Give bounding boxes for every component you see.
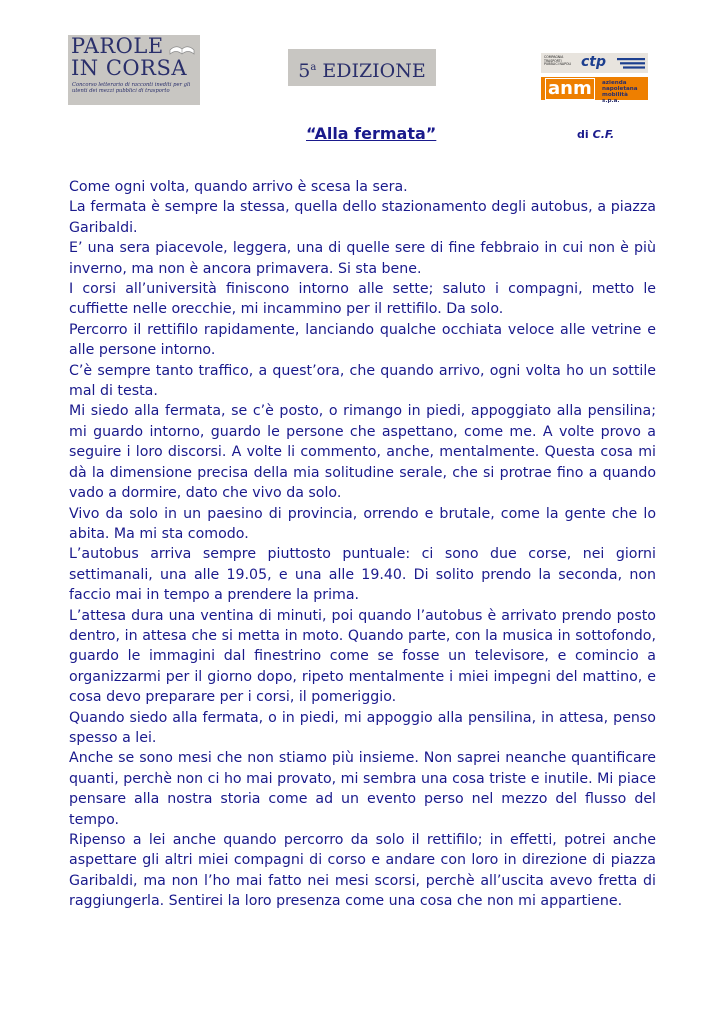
paragraph: La fermata è sempre la stessa, quella dello stazionamento degli autobus, a piazza Garibaldi. [69,199,656,236]
paragraph: Vivo da solo in un paesino di provincia, orrendo e brutale, come la gente che lo abita. Ma mi sta comodo. [69,505,656,542]
paragraph: Ripenso a lei anche quando percorro da solo il rettifilo; in effetti, potrei anche aspettare gli altri miei compagni di corso e andare con loro in direzione di piazza Garibaldi, ma non l’ho mai fatto nei mesi scorsi, perchè all’uscita avevo fretta di raggiungerla. Sentirei la loro presenza come una cosa che non mi appartiene. [69,832,656,910]
open-book-icon [168,40,196,58]
edition-suffix: a [310,62,317,73]
paragraph: Anche se sono mesi che non stiamo più insieme. Non saprei neanche quantificare quanti, perchè non ci ho mai provato, mi sembra una cosa triste e inutile. Mi piace pensare alla nostra storia come ad un evento perso nel mezzo del flusso del tempo. [69,750,656,828]
edition-badge [288,49,436,86]
anm-subtitle: azienda napoletana mobilità s.p.a. [602,80,638,104]
logo-subtitle: Concorso letterario di racconti inediti per gli utenti dei mezzi pubblici di trasporto [72,82,191,95]
logo-line-1: PAROLE [71,34,164,58]
paragraph: I corsi all’università finiscono intorno alle sette; saluto i compagni, metto le cuffiette nelle orecchie, mi incammino per il rettifilo. Da solo. [69,281,656,318]
paragraph: Mi siedo alla fermata, se c’è posto, o rimango in piedi, appoggiato alla pensilina; mi guardo intorno, guardo le persone che aspettano, come me. A volte provo a seguire i loro discorsi. A volte li commento, anche, mentalmente. Questa cosa mi dà la dimensione precisa della mia solitudine serale, che si protrae fino a quando vado a dormire, dato che vivo da solo. [69,403,656,502]
parole-in-corsa-logo [68,35,200,105]
story-byline [577,127,614,143]
logo-line-2: IN CORSA [71,56,187,80]
paragraph: E’ una sera piacevole, leggera, una di quelle sere di fine febbraio in cui non è più inverno, ma non è ancora primavera. Si sta bene. [69,240,656,277]
paragraph: L’attesa dura una ventina di minuti, poi quando l’autobus è arrivato prendo posto dentro, in attesa che si metta in moto. Quando parte, con la musica in sottofondo, guardo le immagini dal finestrino come se fosse un televisore, e comincio a organizzarmi per il giorno dopo, ripeto mentalmente i miei impegni del mattino, e cosa devo preparare per i corsi, il pomeriggio. [69,607,656,706]
anm-wordmark: anm [545,78,595,100]
story-title: “Alla fermata” [306,124,437,143]
paragraph: C’è sempre tanto traffico, a quest’ora, che quando arrivo, ogni volta ho un sottile mal di testa. [69,362,656,400]
story-author: C.F. [592,128,615,141]
paragraph: Come ogni volta, quando arrivo è scesa la sera. [69,179,408,195]
paragraph: L’autobus arriva sempre piuttosto puntuale: ci sono due corse, nei giorni settimanali, una alle 19.05, e una alle 19.40. Di solito prendo la seconda, non faccio mai in tempo a prendere la prima. [69,546,656,604]
paragraph: Quando siedo alla fermata, o in piedi, mi appoggio alla pensilina, in attesa, penso spesso a lei. [69,709,656,746]
ctp-logo [541,53,648,73]
edition-number: 5 [298,60,311,82]
ctp-wordmark: ctp [581,54,607,70]
edition-label: EDIZIONE [322,60,426,82]
ctp-stripes-icon [617,58,645,69]
story-body [69,177,656,912]
ctp-small-text: COMPAGNIA TRASPORTI PUBBLICI NAPOLI [544,55,572,67]
paragraph: Percorro il rettifilo rapidamente, lanciando qualche occhiata veloce alle vetrine e alle persone intorno. [69,321,656,359]
anm-logo [541,77,648,104]
by-label: di [577,128,589,141]
